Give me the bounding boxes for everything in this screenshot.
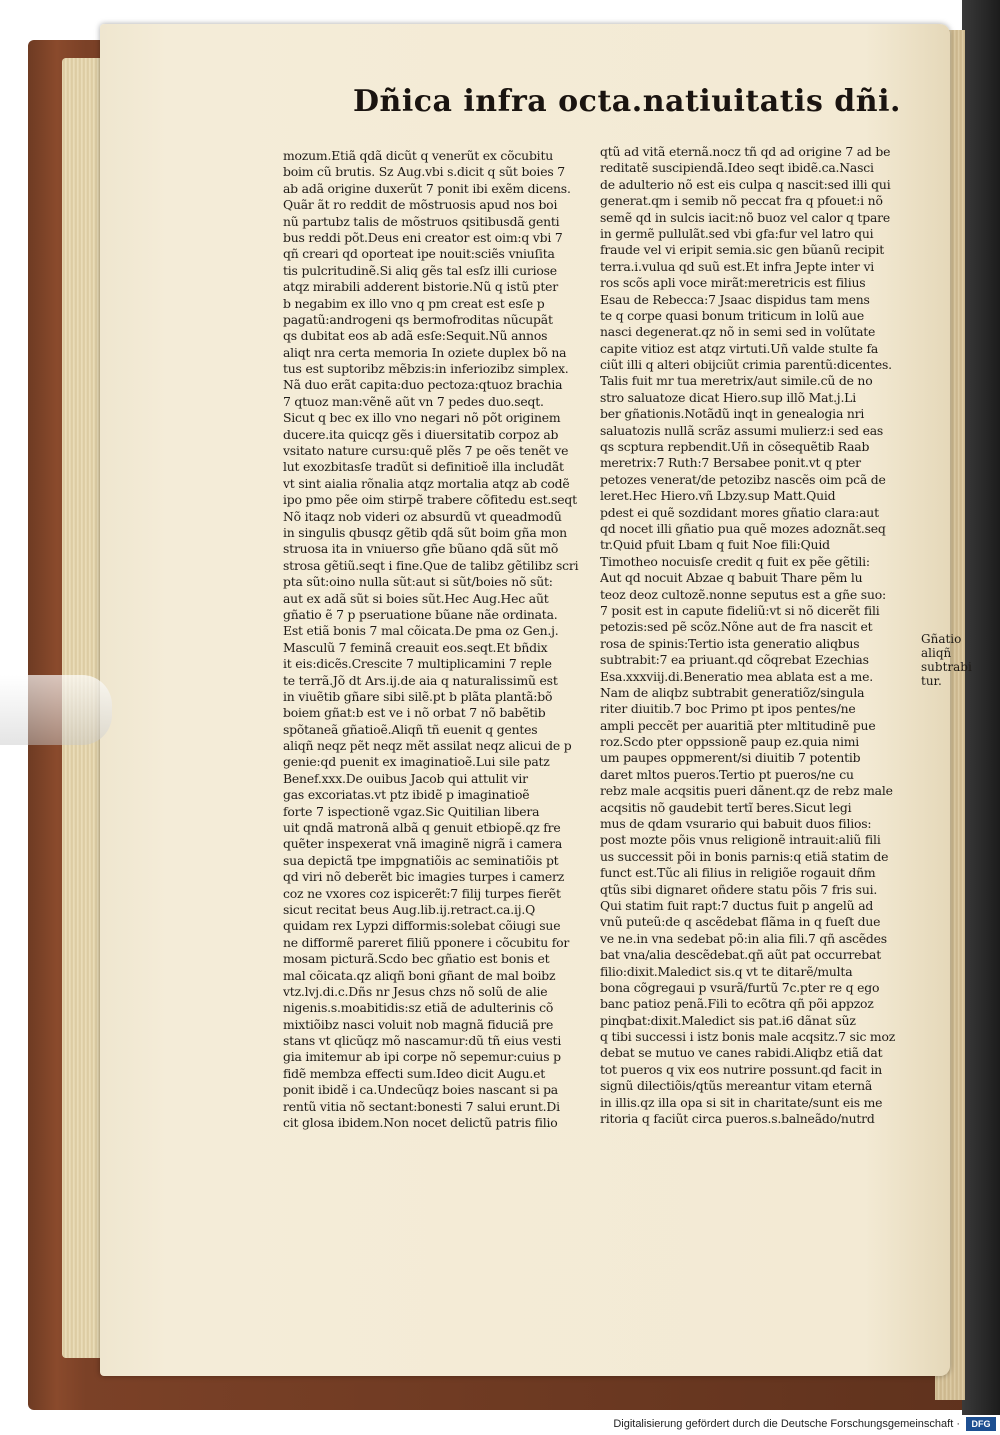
scan-background-edge xyxy=(962,0,1000,1415)
text-line: te terrã.Jõ dt Ars.ij.de aia q naturalissimũ est xyxy=(283,672,558,688)
text-line: pinqbat:dixit.Maledict sis pat.i6 dãnat sũz xyxy=(600,1012,856,1028)
text-line: petozis:sed pẽ scõz.Nõne aut de fra nascit et xyxy=(600,619,873,635)
text-line: subtrabit:7 ea priuant.qd cõqrebat Ezechias xyxy=(600,652,869,668)
text-line: Est etiã bonis 7 mal cõicata.De pma oz Gen.j. xyxy=(283,623,559,639)
text-line: ipo pmo pẽe oim stirpẽ trabere cõfitedu est.seqt xyxy=(283,492,577,508)
text-line: bus reddi põt.Deus eni creator est oim:q vbi 7 xyxy=(283,229,563,245)
text-line: rosa de spinis:Tertio ista generatio aliqbus xyxy=(600,635,860,651)
text-line: debat se mutuo ve canes rabidi.Aliqbz etiã dat xyxy=(600,1045,883,1061)
text-line: in illis.qz illa opa si sit in charitate/sunt eis me xyxy=(600,1094,883,1110)
page-heading: Dñica infra octa.natiuitatis dñi. xyxy=(353,84,901,119)
text-line: Sicut q bec ex illo vno negari nõ põt originem xyxy=(283,410,561,426)
text-line: in viuẽtib gñare sibi silẽ.pt b plãta plantã:bõ xyxy=(283,688,553,704)
text-line: in germẽ pullulãt.sed vbi gfa:fur vel latro qui xyxy=(600,225,874,241)
text-line: b negabim ex illo vno q pm creat est esſe p xyxy=(283,295,545,311)
text-line: bat vna/alia descẽdebat.qñ aũt pat occurrebat xyxy=(600,947,881,963)
text-line: ber gñationis.Notãdũ inqt in genealogia nri xyxy=(600,406,865,422)
text-line: qd viri nõ deberẽt bic imagies turpes i camerz xyxy=(283,869,565,885)
text-line: atqz mirabili adderent bistorie.Nũ q istũ pter xyxy=(283,279,558,295)
text-line: roz.Scdo pter oppssionẽ paup ez.quia nimi xyxy=(600,734,860,750)
text-line: qtũs sibi dignaret oñdere statu põis 7 fris sui. xyxy=(600,881,878,897)
marginal-note-line: aliqñ xyxy=(921,646,952,660)
text-line: fraude vel vi eripit semia.sic gen bũanũ recipit xyxy=(600,242,884,258)
text-line: aliqñ neqz pẽt neqz mẽt assilat neqz alicui de p xyxy=(283,738,572,754)
text-line: pagatũ:androgeni qs bermofroditas nũcupãt xyxy=(283,311,553,327)
text-line: Nõ itaqz nob videri oz absurdũ vt queadmodũ xyxy=(283,508,562,524)
text-line: ducere.ita quicqz gẽs i diuersitatib corpoz ab xyxy=(283,426,559,442)
text-line: Talis fuit mr tua meretrix/aut simile.cũ de no xyxy=(600,373,873,389)
text-line: signũ dilectiõis/qtũs mereantur vitam eternã xyxy=(600,1078,873,1094)
text-line: tus est suptoribz mẽbzis:in inferiozibz simplex. xyxy=(283,361,569,377)
text-line: pdest ei quẽ sozdidant mores gñatio clara:aut xyxy=(600,504,879,520)
text-line: boim cũ brutis. Sz Aug.vbi s.dicit q sũt boies 7 xyxy=(283,164,565,180)
text-line: meretrix:7 Ruth:7 Bersabee ponit.vt q pter xyxy=(600,455,861,471)
text-line: post mozte põis vnus religionẽ intrauit:aliũ fili xyxy=(600,832,881,848)
text-line: Benef.xxx.De ouibus Jacob qui attulit vir xyxy=(283,770,528,786)
text-line: mozum.Etiã qdã dicũt q venerũt ex cõcubitu xyxy=(283,148,554,163)
text-line: gñatio ẽ 7 p pseruatione bũane nãe ordinata. xyxy=(283,606,558,622)
text-line: in singulis qbusqz gẽtib qdã sũt boim gña mon xyxy=(283,524,567,540)
text-line: nasci degenerat.qz nõ in semi sed in volũtate xyxy=(600,324,876,340)
text-line: Masculũ 7 feminã creauit eos.seqt.Et bñdix xyxy=(283,639,548,655)
text-line: rebz male acqsitis pueri dãnent.qz de rebz male xyxy=(600,783,893,799)
text-line: gia imitemur ab ipi corpe nõ sepemur:cuius p xyxy=(283,1049,561,1065)
text-line: teoz deoz cultozẽ.nonne seputus est a gñe suo: xyxy=(600,586,886,602)
text-line: qtũ ad vitã eternã.nocz tñ qd ad origine 7 ad be xyxy=(600,144,891,159)
text-line: Esau de Rebecca:7 Jsaac dispidus tam mens xyxy=(600,291,870,307)
text-line: sicut recitat beus Aug.lib.ij.retract.ca.ij.Q xyxy=(283,901,536,917)
text-line: ros scõs apli voce mirãt:meretricis est filius xyxy=(600,275,866,291)
bookmark-strip xyxy=(0,675,112,745)
text-line: struosa ita in vniuerso gñe bũano qdã sũt mõ xyxy=(283,541,559,557)
text-line: sua depictã tpe impgnatiõis ac seminatiõis pt xyxy=(283,852,559,868)
text-line: uit qndã matronã albã q genuit etbiopẽ.qz fre xyxy=(283,820,561,836)
text-line: qs dubitat eos ab adã esſe:Sequit.Nũ annos xyxy=(283,328,548,344)
text-line: daret mltos pueros.Tertio pt pueros/ne cu xyxy=(600,766,854,782)
text-line: funct est.Tũc ali filius in religiõe rogauit dñm xyxy=(600,865,876,881)
funding-credit: Digitalisierung gefördert durch die Deutsche Forschungsgemeinschaft · xyxy=(613,1418,960,1430)
text-line: acqsitis nõ gaudebit tertĩ beres.Sicut legi xyxy=(600,799,852,815)
text-line: forte 7 ispectionẽ vgaz.Sic Quitilian libera xyxy=(283,803,540,819)
text-line: petozes venerat/de petozibz nascẽs oim pcã de xyxy=(600,471,886,487)
text-line: ritoria q faciũt circa pueros.s.balneãdo/nutrd xyxy=(600,1111,875,1127)
text-line: ab adã origine duxerũt 7 ponit ibi exẽm dicens. xyxy=(283,180,571,196)
text-line: quẽter inspexerat vnã imaginẽ nigrã i camera xyxy=(283,836,563,852)
text-line: cit glosa ibidem.Non nocet delictũ patris filio xyxy=(283,1115,558,1131)
text-line: de adulterio nõ est eis culpa q nascit:sed illi qui xyxy=(600,176,891,192)
text-line: reditatẽ suscipiendã.Ideo seqt ibidẽ.ca.Nasci xyxy=(600,160,874,176)
text-line: ve ne.in vna sedebat põ:in alia fili.7 qñ ascẽdes xyxy=(600,930,887,946)
text-line: mal cõicata.qz aliqñ boni gñant de mal boibz xyxy=(283,967,556,983)
text-line: it eis:dicẽs.Crescite 7 multiplicamini 7 reple xyxy=(283,656,552,672)
text-line: fidẽ membza effecti sum.Ideo dicit Augu.et xyxy=(283,1065,546,1081)
text-line: 7 qtuoz man:vẽnẽ aũt vn 7 pedes duo.seqt. xyxy=(283,393,544,409)
text-line: Qui statim fuit rapt:7 ductus fuit p angelũ ad xyxy=(600,897,874,913)
text-line: gas excoriatas.vt ptz ibidẽ p imaginatioẽ xyxy=(283,787,530,803)
footer-bar xyxy=(0,1415,1000,1435)
text-line: tr.Quid pfuit Lbam q fuit Noe fili:Quid xyxy=(600,537,830,553)
marginal-note-line: tur. xyxy=(921,674,942,688)
text-line: rentũ vitia nõ sectant:bonesti 7 salui erunt.Di xyxy=(283,1098,560,1114)
marginal-note-line: subtrabi xyxy=(921,660,972,674)
marginal-note xyxy=(921,632,971,688)
text-line: tot pueros q vix eos nutrire possunt.qd facit in xyxy=(600,1061,883,1077)
text-line: Aut qd nocuit Abzae q babuit Thare pẽm lu xyxy=(600,570,863,586)
text-line: stro saluatoze dicat Hiero.sup illõ Mat.j.Li xyxy=(600,389,856,405)
text-line: genie:qd puenit ex imaginatioẽ.Lui sile patz xyxy=(283,754,550,770)
text-line: aliqt nra certa memoria In oziete duplex bõ na xyxy=(283,344,567,360)
text-line: ciũt illi q alteri obijciũt crimia parentũ:dicentes. xyxy=(600,357,892,373)
text-line: vsitato nature cursu:quẽ plẽs 7 pe oẽs tenẽt ve xyxy=(283,443,569,459)
text-line: vtz.lvj.di.c.Dñs nr Jesus chzs nõ solũ de alie xyxy=(283,983,548,999)
text-line: coz ne vxores coz ispicerẽt:7 filij turpes fierẽt xyxy=(283,885,561,901)
text-line: Nã duo erãt capita:duo pectoza:qtuoz brachia xyxy=(283,377,563,393)
text-column-right xyxy=(600,144,918,1127)
text-line: lut exozbitasſe tradũt si definitioẽ illa includãt xyxy=(283,459,564,475)
text-line: Esa.xxxviij.di.Beneratio mea ablata est a me. xyxy=(600,668,873,684)
text-line: um paupes oppmerent/si diuitib 7 potentib xyxy=(600,750,861,766)
text-line: ponit ibidẽ i ca.Undecũqz boies nascant si pa xyxy=(283,1082,558,1098)
text-line: us successit põi in bonis parnis:q etiã statim de xyxy=(600,848,889,864)
text-line: spõtaneã gñatioẽ.Aliqñ tñ euenit q gentes xyxy=(283,721,538,737)
text-line: strosa gẽtiũ.seqt i fine.Que de talibz gẽtilibz scri xyxy=(283,557,579,573)
text-column-left xyxy=(283,148,593,1131)
text-line: mosam picturã.Scdo bec gñatio est bonis et xyxy=(283,951,550,967)
text-line: pta sũt:oino nulla sũt:aut si sũt/boies nõ sũt: xyxy=(283,574,553,590)
text-line: Nam de aliqbz subtrabit generatiõz/singula xyxy=(600,684,865,700)
text-line: bona cõgregaui p vsurã/furtũ 7c.pter re q ego xyxy=(600,979,880,995)
dfg-logo: DFG xyxy=(966,1417,996,1431)
text-line: ne difformẽ pareret filiũ pponere i cõcubitu for xyxy=(283,934,570,950)
text-line: mixtiõibz nasci voluit nob magnã fiduciã pre xyxy=(283,1016,554,1032)
text-line: Timotheo nocuisſe credit q fuit ex pẽe gẽtili: xyxy=(600,553,870,569)
text-line: boiem gñat:b est ve i nõ orbat 7 nõ babẽtib xyxy=(283,705,546,721)
text-line: quidam rex Lypzi difformis:solebat cõiugi sue xyxy=(283,918,561,934)
text-line: riter diuitib.7 boc Primo pt ipos pentes/ne xyxy=(600,701,856,717)
text-line: Quãr ãt ro reddit de mõstruosis apud nos boi xyxy=(283,197,558,213)
text-line: tis pulcritudinẽ.Si aliq gẽs tal esſz illi curiose xyxy=(283,262,557,278)
text-line: ampli peccẽt per auaritiã pter mltitudinẽ pue xyxy=(600,717,876,733)
text-line: terra.i.vulua qd suũ est.Et infra Jepte inter vi xyxy=(600,258,875,274)
text-line: te q corpe quasi bonum triticum in lolũ aue xyxy=(600,307,864,323)
marginal-note-line: Gñatio xyxy=(921,632,962,646)
text-line: q tibi successi i istz bonis male acqsitz.7 sic moz xyxy=(600,1029,896,1045)
text-line: banc patioz penã.Fili to ecõtra qñ põi appzoz xyxy=(600,996,874,1012)
text-line: nũ partubz talis de mõstruos qsitibusdã genti xyxy=(283,213,560,229)
text-line: nigenis.s.moabitidis:sz etiã de adulterinis cõ xyxy=(283,1000,554,1016)
text-line: generat.qm i semib nõ peccat fra q pfouet:i nõ xyxy=(600,193,883,209)
text-line: qs scptura repbendit.Uñ in cõsequẽtib Raab xyxy=(600,439,870,455)
text-line: qñ creari qd oporteat ipe nouit:sciẽs vniuſita xyxy=(283,246,555,262)
text-line: capite vitioz est atqz virtuti.Uñ valde stulte fa xyxy=(600,340,879,356)
text-line: qd nocet illi gñatio pua quẽ mozes adoznãt.seq xyxy=(600,520,886,536)
text-line: semẽ qd in sulcis iacit:nõ buoz vel calor q tpare xyxy=(600,209,890,225)
text-line: vnũ puteũ:de q ascẽdebat flãma in q fueſt due xyxy=(600,914,881,930)
text-line: aut ex adã sũt si boies sũt.Hec Aug.Hec aũt xyxy=(283,590,549,606)
text-line: 7 posit est in capute fideliũ:vt si nõ dicerẽt fili xyxy=(600,602,880,618)
text-line: leret.Hec Hiero.vñ Lbzy.sup Matt.Quid xyxy=(600,488,836,504)
text-line: filio:dixit.Maledict sis.q vt te ditarẽ/multa xyxy=(600,963,853,979)
text-line: mus de qdam vsurario qui babuit duos filios: xyxy=(600,816,872,832)
text-line: vt sint aialia rõnalia atqz mortalia atqz ab codẽ xyxy=(283,475,570,491)
text-line: stans vt qlicũqz mõ nascamur:dũ tñ eius vesti xyxy=(283,1033,562,1049)
text-line: saluatozis nullã scrãz assumi mulierz:i sed eas xyxy=(600,422,884,438)
